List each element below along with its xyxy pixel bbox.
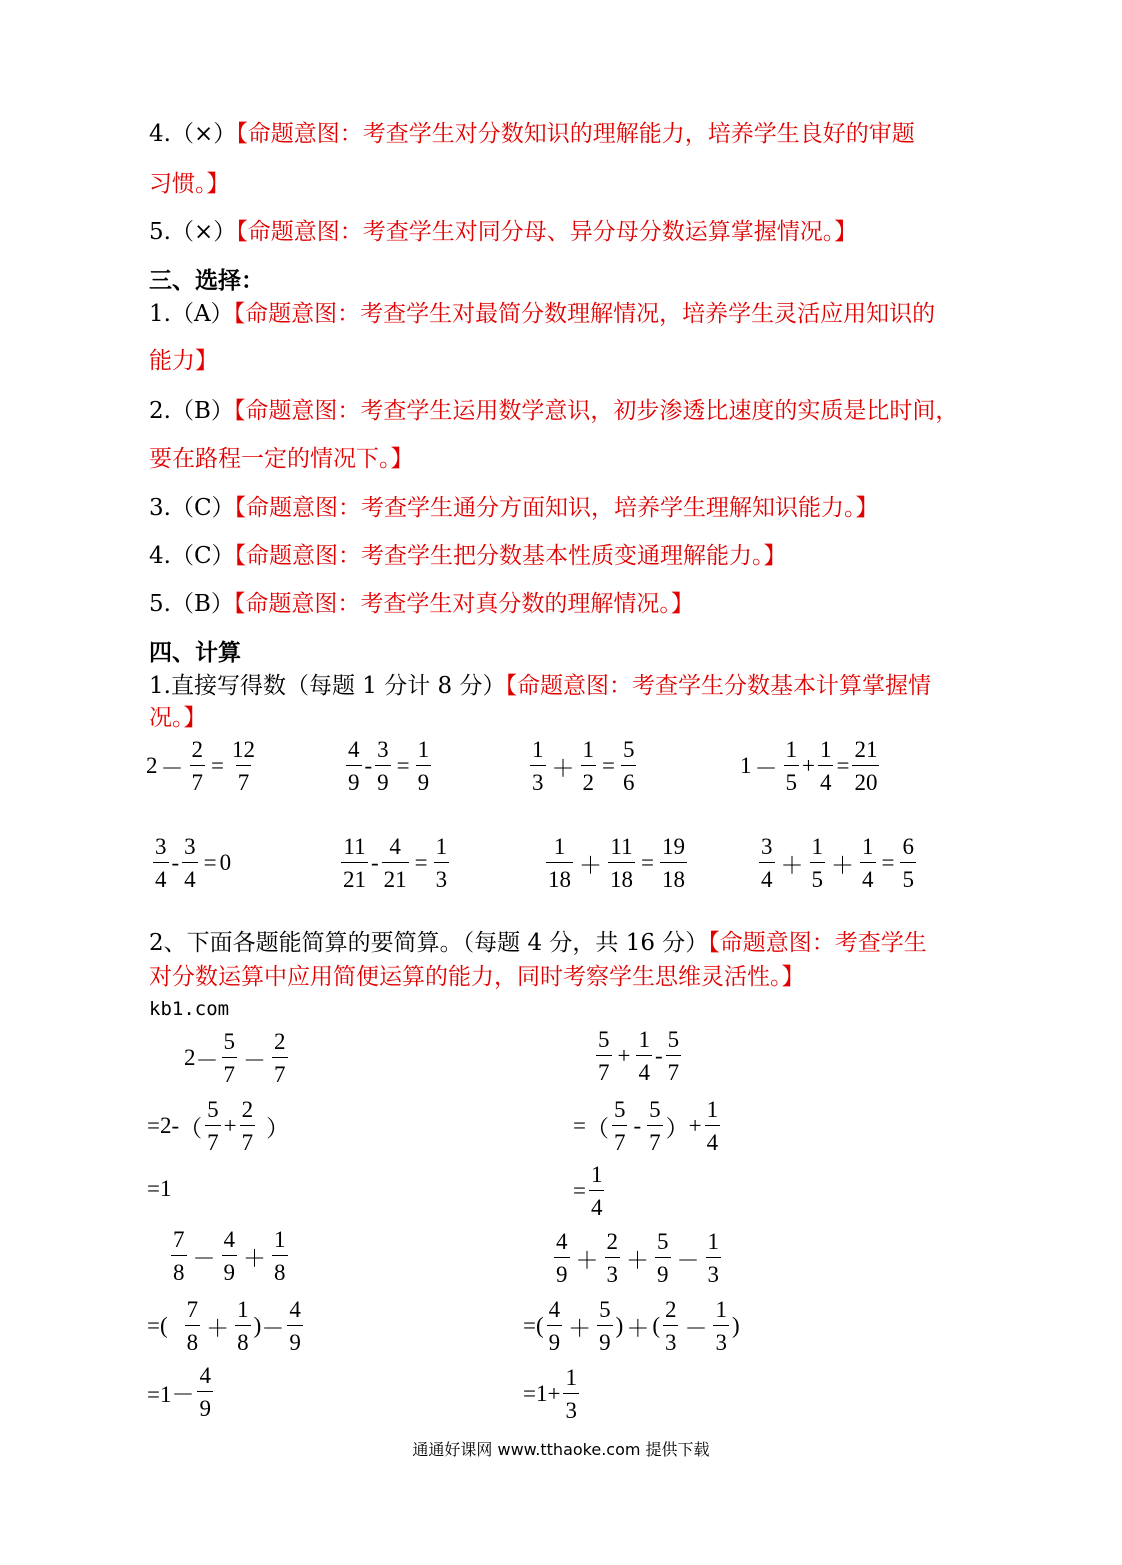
numerator: 1 xyxy=(435,834,448,859)
math-step xyxy=(147,1098,289,1154)
math-symbol: ) xyxy=(731,1313,740,1338)
math-expression xyxy=(740,738,882,794)
math-expression xyxy=(543,835,690,891)
numerator: 2 xyxy=(274,1029,286,1054)
operator: - xyxy=(371,850,379,875)
operator: = xyxy=(602,753,615,778)
intent-note: 【命题意图：考查学生运用数学意识，初步渗透比速度的实质是比时间， xyxy=(233,398,959,424)
operator: - xyxy=(364,753,373,778)
fraction xyxy=(153,835,169,891)
math-symbol: ） xyxy=(266,1115,290,1141)
denominator: 4 xyxy=(153,862,169,891)
fraction xyxy=(434,835,450,891)
math-symbol: + xyxy=(617,1043,631,1068)
numerator: 4 xyxy=(223,1227,235,1252)
intent-note: 要在路程一定的情况下。】 xyxy=(149,446,414,472)
operator: ＋ xyxy=(831,852,854,878)
denominator: 8 xyxy=(235,1325,251,1354)
denominator: 9 xyxy=(597,1325,613,1354)
denominator: 7 xyxy=(222,1057,238,1086)
math-symbol: ＋ xyxy=(206,1315,230,1341)
question-line xyxy=(149,671,931,701)
question-line xyxy=(149,962,805,992)
math-symbol: － xyxy=(243,1047,266,1073)
denominator: 5 xyxy=(810,862,826,891)
numerator: 4 xyxy=(556,1229,568,1254)
math-expression xyxy=(343,738,434,794)
operator: = xyxy=(203,850,217,875)
numerator: 21 xyxy=(854,737,878,762)
fraction xyxy=(636,1028,652,1084)
intent-note: 习惯。】 xyxy=(149,171,230,197)
denominator: 9 xyxy=(346,765,362,794)
fraction xyxy=(341,835,368,891)
fraction xyxy=(605,1230,621,1286)
denominator: 9 xyxy=(547,1325,563,1354)
answer-number: 3.（C） xyxy=(149,495,235,521)
denominator: 3 xyxy=(713,1325,729,1354)
math-expression xyxy=(527,738,639,794)
fraction xyxy=(272,1030,288,1086)
question-text: 1.直接写得数（每题 1 分计 8 分） xyxy=(149,673,506,699)
denominator: 4 xyxy=(818,765,834,794)
page-footer: 通通好课网 www.tthaoke.com 提供下载 xyxy=(412,1440,710,1459)
math-symbol: =1+ xyxy=(523,1381,561,1406)
math-expression xyxy=(756,835,919,891)
numerator: 4 xyxy=(289,1297,301,1322)
math-expression xyxy=(150,835,231,891)
denominator: 8 xyxy=(272,1255,288,1284)
math-symbol: ＋ xyxy=(626,1247,649,1273)
fraction xyxy=(589,1163,605,1219)
answer-number: 1.（A） xyxy=(149,301,234,327)
fraction xyxy=(375,738,391,794)
math-symbol: ＋ xyxy=(575,1247,599,1273)
denominator: 7 xyxy=(647,1125,663,1154)
denominator: 7 xyxy=(190,765,206,794)
numerator: 5 xyxy=(667,1027,680,1052)
denominator: 9 xyxy=(197,1391,213,1420)
fraction xyxy=(596,1028,612,1084)
answer-number: 5.（×） xyxy=(149,219,237,245)
fraction xyxy=(810,835,826,891)
numerator: 5 xyxy=(657,1229,669,1254)
fraction xyxy=(222,1228,238,1284)
denominator: 4 xyxy=(589,1190,605,1219)
fraction xyxy=(608,835,635,891)
fraction xyxy=(346,738,362,794)
fraction xyxy=(621,738,637,794)
math-symbol: － xyxy=(684,1315,708,1341)
operator: = xyxy=(836,753,850,778)
math-symbol: - xyxy=(633,1113,642,1138)
denominator: 3 xyxy=(706,1257,722,1286)
numerator: 1 xyxy=(706,1097,719,1122)
denominator: 21 xyxy=(382,862,409,891)
answer-line xyxy=(149,493,879,523)
fraction xyxy=(647,1098,663,1154)
denominator: 18 xyxy=(660,862,687,891)
intent-note: 【命题意图：考查学生把分数基本性质变通理解能力。】 xyxy=(234,543,787,569)
numerator: 1 xyxy=(811,834,823,859)
numerator: 3 xyxy=(761,834,773,859)
denominator: 9 xyxy=(222,1255,238,1284)
intent-note: 对分数运算中应用简便运算的能力，同时考察学生思维灵活性。】 xyxy=(149,964,805,990)
operator: － xyxy=(754,755,778,781)
math-expression xyxy=(146,738,260,794)
math-symbol: ） xyxy=(665,1115,689,1141)
intent-note: 【命题意图：考查学生分数基本计算掌握情 xyxy=(505,673,931,699)
fraction xyxy=(182,835,198,891)
question-line xyxy=(149,703,207,733)
numerator: 3 xyxy=(155,834,167,859)
section-heading: 三、选择： xyxy=(149,268,264,294)
denominator: 3 xyxy=(434,862,450,891)
numerator: 6 xyxy=(902,834,914,859)
denominator: 7 xyxy=(596,1055,612,1084)
math-symbol: （ xyxy=(585,1115,609,1141)
answer-number: 5.（B） xyxy=(149,591,234,617)
math-symbol: + xyxy=(223,1113,237,1138)
denominator: 4 xyxy=(182,862,198,891)
fraction xyxy=(706,1230,722,1286)
math-symbol: ( xyxy=(652,1313,660,1338)
number: 1 xyxy=(740,753,752,778)
intent-note: 【命题意图：考查学生对最简分数理解情况，培养学生灵活应用知识的 xyxy=(233,301,936,327)
math-symbol: （ xyxy=(179,1115,203,1141)
numerator: 1 xyxy=(274,1227,286,1252)
math-symbol: ) xyxy=(253,1313,262,1338)
numerator: 1 xyxy=(819,737,832,762)
denominator: 4 xyxy=(759,862,775,891)
denominator: 9 xyxy=(416,765,432,794)
math-step xyxy=(147,1364,216,1420)
math-step xyxy=(551,1230,724,1286)
fraction xyxy=(581,738,597,794)
fraction xyxy=(660,835,687,891)
intent-note: 【命题意图：考查学生 xyxy=(708,930,927,956)
numerator: 1 xyxy=(237,1297,249,1322)
math-symbol: - xyxy=(654,1043,663,1068)
operator: = xyxy=(414,850,428,875)
math-step xyxy=(593,1028,684,1084)
fraction xyxy=(852,738,879,794)
fraction xyxy=(666,1028,682,1084)
numerator: 11 xyxy=(610,834,633,859)
fraction xyxy=(272,1228,288,1284)
math-symbol: － xyxy=(261,1315,285,1341)
denominator: 21 xyxy=(341,862,368,891)
numerator: 2 xyxy=(664,1297,677,1322)
answer-number: 4.（×） xyxy=(149,121,237,147)
numerator: 12 xyxy=(231,737,255,762)
intent-note: 【命题意图：考查学生对分数知识的理解能力，培养学生良好的审题 xyxy=(236,121,915,147)
denominator: 7 xyxy=(205,1125,221,1154)
numerator: 1 xyxy=(417,737,430,762)
denominator: 3 xyxy=(530,765,546,794)
numerator: 1 xyxy=(532,737,544,762)
numerator: 1 xyxy=(862,834,874,859)
fraction xyxy=(663,1298,679,1354)
fraction xyxy=(416,738,432,794)
numerator: 1 xyxy=(582,737,594,762)
answer-line xyxy=(149,589,694,619)
watermark-text: kb1.com xyxy=(149,998,230,1020)
denominator: 9 xyxy=(287,1325,303,1354)
math-step xyxy=(573,1098,723,1154)
fraction xyxy=(705,1098,721,1154)
answer-line xyxy=(149,299,935,329)
fraction xyxy=(185,1298,201,1354)
fraction xyxy=(546,835,573,891)
math-symbol: ＋ xyxy=(568,1315,592,1341)
denominator: 7 xyxy=(666,1055,682,1084)
intent-note: 【命题意图：考查学生通分方面知识，培养学生理解知识能力。】 xyxy=(234,495,879,521)
numerator: 2 xyxy=(606,1229,618,1254)
operator: - xyxy=(171,850,180,875)
math-step xyxy=(523,1366,582,1422)
answer-line xyxy=(149,396,958,426)
denominator: 9 xyxy=(655,1257,671,1286)
denominator: 3 xyxy=(663,1325,679,1354)
fraction xyxy=(287,1298,303,1354)
fraction xyxy=(612,1098,628,1154)
fraction xyxy=(713,1298,729,1354)
answer-line xyxy=(149,541,787,571)
numerator: 4 xyxy=(548,1297,561,1322)
fraction xyxy=(655,1230,671,1286)
section-heading: 四、计算 xyxy=(149,640,241,666)
math-step xyxy=(523,1298,740,1354)
fraction xyxy=(759,835,775,891)
math-symbol: － xyxy=(195,1047,219,1073)
numerator: 5 xyxy=(622,737,635,762)
fraction xyxy=(597,1298,613,1354)
math-step: =1 xyxy=(147,1176,172,1201)
intent-note: 【命题意图：考查学生对同分母、异分母分数运算掌握情况。】 xyxy=(236,219,858,245)
denominator: 3 xyxy=(563,1393,579,1422)
numerator: 5 xyxy=(223,1029,235,1054)
operator: ＋ xyxy=(551,755,575,781)
number: 2 xyxy=(146,753,158,778)
numerator: 5 xyxy=(207,1097,219,1122)
fraction xyxy=(563,1366,579,1422)
question-text: 2、下面各题能简算的要简算。（每题 4 分，共 16 分） xyxy=(149,930,709,956)
numerator: 4 xyxy=(389,834,401,859)
denominator: 7 xyxy=(272,1057,288,1086)
math-step xyxy=(147,1298,306,1354)
intent-note: 况。】 xyxy=(149,705,207,731)
operator: ＋ xyxy=(579,852,602,878)
fraction xyxy=(818,738,834,794)
numerator: 5 xyxy=(598,1027,610,1052)
math-expression xyxy=(338,835,452,891)
numerator: 1 xyxy=(715,1297,727,1322)
answer-line xyxy=(149,217,857,247)
fraction xyxy=(240,1098,256,1154)
math-symbol: =( xyxy=(147,1313,168,1338)
operator: + xyxy=(802,753,815,778)
math-symbol: 2 xyxy=(184,1045,196,1070)
fraction xyxy=(190,738,206,794)
numerator: 1 xyxy=(707,1229,719,1254)
math-step xyxy=(184,1030,291,1086)
denominator: 7 xyxy=(240,1125,256,1154)
math-symbol: = xyxy=(573,1178,586,1203)
math-symbol: ＋ xyxy=(626,1315,650,1341)
answer-number: 4.（C） xyxy=(149,543,235,569)
fraction xyxy=(860,835,876,891)
denominator: 7 xyxy=(236,765,252,794)
math-symbol: =2- xyxy=(147,1113,180,1138)
operator: = xyxy=(396,753,410,778)
operator: ＋ xyxy=(780,852,804,878)
numerator: 1 xyxy=(565,1365,577,1390)
fraction xyxy=(547,1298,563,1354)
denominator: 8 xyxy=(185,1325,201,1354)
operator: = xyxy=(641,850,654,875)
fraction xyxy=(197,1364,213,1420)
math-symbol: ) xyxy=(615,1313,624,1338)
numerator: 11 xyxy=(343,834,366,859)
numerator: 2 xyxy=(241,1097,254,1122)
math-symbol: － xyxy=(192,1245,216,1271)
fraction xyxy=(554,1230,570,1286)
denominator: 18 xyxy=(546,862,573,891)
math-symbol: ＋ xyxy=(243,1245,266,1271)
numerator: 19 xyxy=(661,834,685,859)
denominator: 18 xyxy=(608,862,635,891)
answer-line xyxy=(149,169,230,199)
fraction xyxy=(171,1228,187,1284)
numerator: 1 xyxy=(638,1027,650,1052)
math-step xyxy=(168,1228,291,1284)
denominator: 4 xyxy=(860,862,876,891)
fraction xyxy=(230,738,257,794)
fraction xyxy=(900,835,916,891)
fraction xyxy=(530,738,546,794)
answer-line xyxy=(149,119,915,149)
denominator: 2 xyxy=(581,765,597,794)
denominator: 5 xyxy=(784,765,800,794)
denominator: 9 xyxy=(375,765,391,794)
numerator: 1 xyxy=(553,834,566,859)
question-line xyxy=(149,928,927,958)
denominator: 4 xyxy=(636,1055,652,1084)
fraction xyxy=(222,1030,238,1086)
fraction xyxy=(235,1298,251,1354)
fraction xyxy=(205,1098,221,1154)
math-symbol: =1－ xyxy=(147,1381,195,1407)
operator: = xyxy=(881,850,895,875)
denominator: 9 xyxy=(554,1257,570,1286)
answer-number: 2.（B） xyxy=(149,398,234,424)
operator: = xyxy=(211,753,224,778)
numerator: 3 xyxy=(377,737,389,762)
number: 0 xyxy=(219,850,232,875)
numerator: 5 xyxy=(613,1097,626,1122)
intent-note: 能力】 xyxy=(149,348,218,374)
numerator: 7 xyxy=(186,1297,199,1322)
answer-line xyxy=(149,444,414,474)
numerator: 1 xyxy=(785,737,797,762)
math-step xyxy=(573,1163,607,1219)
denominator: 7 xyxy=(612,1125,628,1154)
denominator: 20 xyxy=(852,765,879,794)
fraction xyxy=(784,738,800,794)
numerator: 7 xyxy=(173,1227,185,1252)
numerator: 4 xyxy=(199,1363,211,1388)
denominator: 3 xyxy=(605,1257,621,1286)
operator: － xyxy=(160,755,184,781)
answer-line xyxy=(149,346,218,376)
fraction xyxy=(382,835,409,891)
intent-note: 【命题意图：考查学生对真分数的理解情况。】 xyxy=(233,591,694,617)
denominator: 8 xyxy=(171,1255,187,1284)
numerator: 5 xyxy=(599,1297,611,1322)
numerator: 4 xyxy=(348,737,360,762)
math-symbol: － xyxy=(676,1247,700,1273)
denominator: 4 xyxy=(705,1125,721,1154)
numerator: 5 xyxy=(649,1097,661,1122)
math-symbol: = xyxy=(573,1113,586,1138)
denominator: 5 xyxy=(900,862,916,891)
numerator: 3 xyxy=(184,834,196,859)
math-symbol: + xyxy=(688,1113,702,1138)
math-symbol: =( xyxy=(523,1313,544,1338)
numerator: 2 xyxy=(191,737,203,762)
numerator: 1 xyxy=(590,1162,603,1187)
denominator: 6 xyxy=(621,765,637,794)
